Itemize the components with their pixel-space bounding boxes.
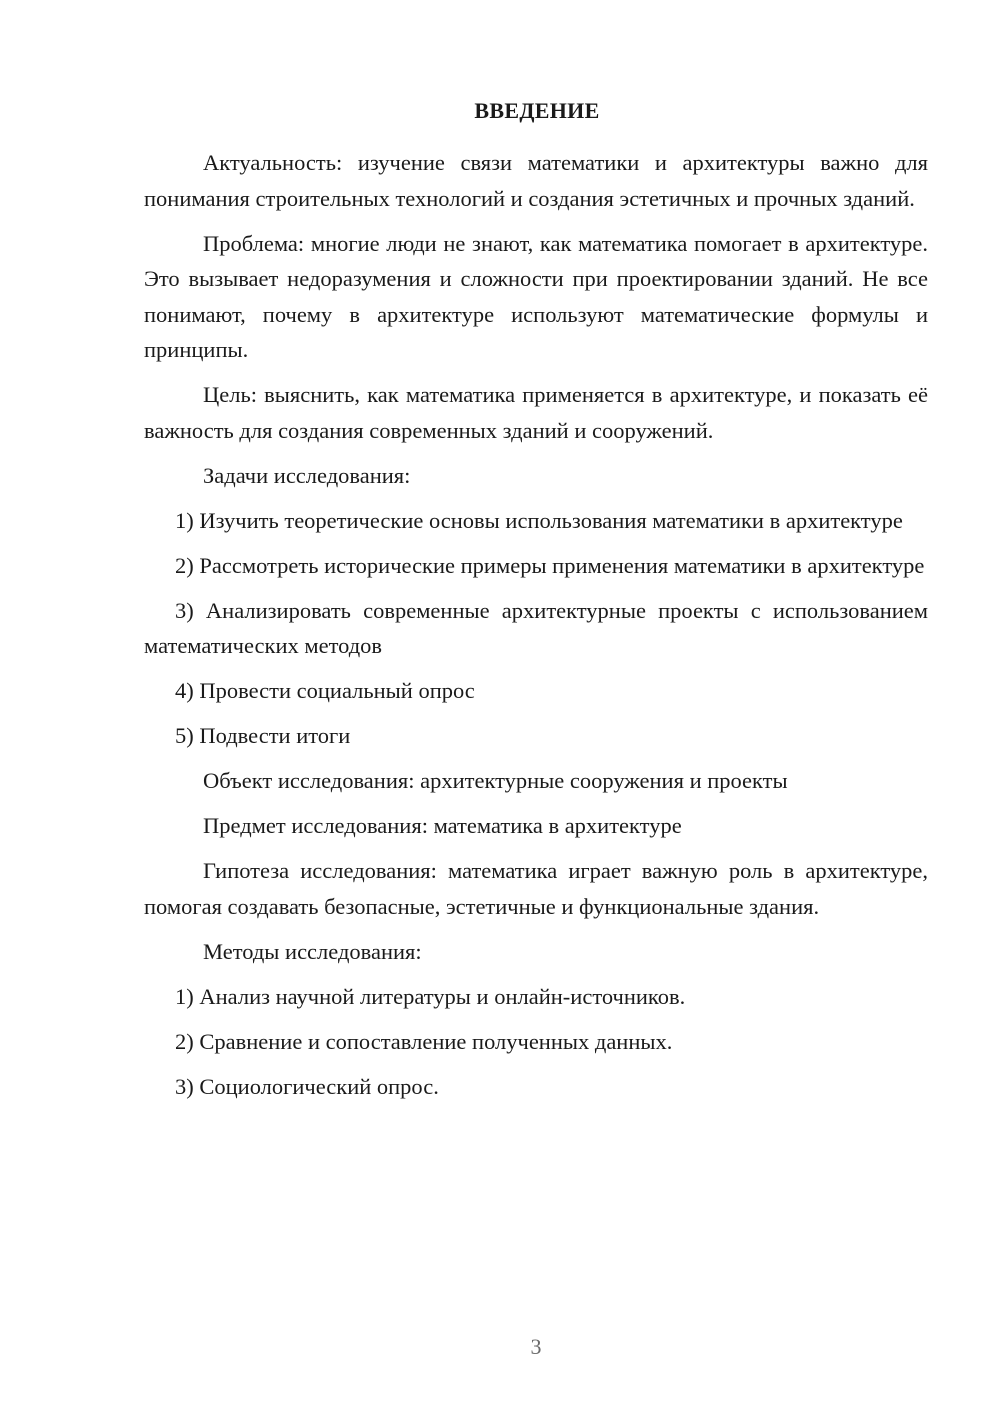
task-item: 5) Подвести итоги (175, 723, 351, 748)
goal-paragraph: Цель: выяснить, как математика применяется в архитектуре, и показать её важность для создания современных зданий и сооружений. (144, 382, 928, 443)
document-title: ВВЕДЕНИЕ (474, 98, 600, 123)
task-item: 1) Изучить теоретические основы использования математики в архитектуре (175, 507, 903, 533)
method-item: 3) Социологический опрос. (175, 1073, 439, 1099)
object-paragraph: Объект исследования: архитектурные сооружения и проекты (203, 768, 788, 793)
method-item: 1) Анализ научной литературы и онлайн-источников. (175, 983, 686, 1009)
document-body (144, 145, 928, 1114)
methods-heading: Методы исследования: (203, 938, 422, 964)
task-item: 4) Провести социальный опрос (175, 678, 475, 703)
page-number: 3 (530, 1334, 542, 1359)
task-item: 3) Анализировать современные архитектурные проекты с использованием математических методов (144, 597, 928, 658)
subject-paragraph: Предмет исследования: математика в архитектуре (203, 813, 682, 838)
problem-paragraph: Проблема: многие люди не знают, как математика помогает в архитектуре. Это вызывает недоразумения и сложности при проектировании зданий. Не все понимают, почему в архитектуре используют математические формулы и принципы. (144, 230, 928, 362)
method-item: 2) Сравнение и сопоставление полученных данных. (175, 1028, 673, 1054)
task-item: 2) Рассмотреть исторические примеры применения математики в архитектуре (175, 552, 925, 578)
relevance-paragraph: Актуальность: изучение связи математики и архитектуры важно для понимания строительных технологий и создания эстетичных и прочных зданий. (144, 150, 928, 211)
tasks-heading: Задачи исследования: (203, 462, 411, 488)
hypothesis-paragraph: Гипотеза исследования: математика играет важную роль в архитектуре, помогая создавать безопасные, эстетичные и функциональные здания. (144, 858, 928, 919)
